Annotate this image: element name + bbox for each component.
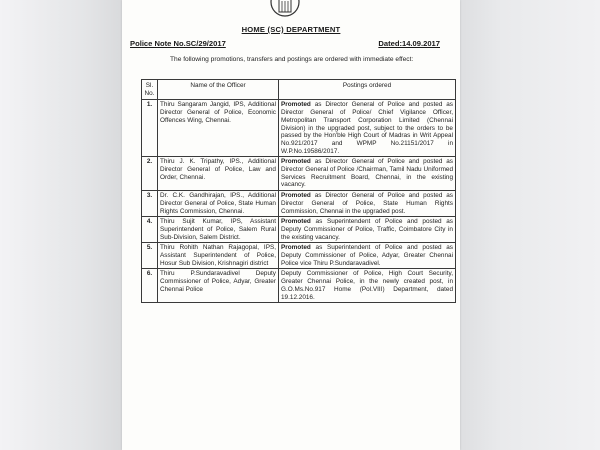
table-row: [142, 100, 456, 157]
intro-paragraph: The following promotions, transfers and postings are ordered with immediate effect:: [170, 56, 414, 63]
background-left: [0, 0, 122, 450]
row-posting: [279, 217, 456, 243]
note-date: Dated:14.09.2017: [378, 39, 440, 48]
government-emblem-icon: [269, 0, 301, 18]
row-posting: [279, 269, 456, 303]
row-sl-no: 4.: [142, 217, 158, 243]
row-posting: [279, 157, 456, 191]
row-sl-no: 5.: [142, 243, 158, 269]
header-sl-no: Sl. No.: [142, 80, 158, 100]
row-officer: Thiru Sangaram Jangid, IPS, Additional Director General of Police, Economic Offences Wing, Chennai.: [158, 100, 279, 157]
table-row: [142, 157, 456, 191]
row-sl-no: 3.: [142, 191, 158, 217]
row-posting: [279, 191, 456, 217]
row-posting: [279, 100, 456, 157]
table-row: [142, 191, 456, 217]
row-sl-no: 1.: [142, 100, 158, 157]
row-officer: Thiru Rohith Nathan Rajagopal, IPS, Assistant Superintendent of Police, Hosur Sub Division, Krishnagiri district: [158, 243, 279, 269]
background-right: [460, 0, 600, 450]
table-row: [142, 269, 456, 303]
department-heading: HOME (SC) DEPARTMENT: [241, 25, 341, 34]
row-posting: [279, 243, 456, 269]
row-action: Promoted: [281, 101, 311, 109]
police-note-number: Police Note No.SC/29/2017: [130, 39, 226, 48]
postings-table: [141, 79, 456, 303]
table-row: [142, 217, 456, 243]
row-officer: Thiru Sujit Kumar, IPS, Assistant Superintendent of Police, Salem Rural Sub-Division, Salem District.: [158, 217, 279, 243]
table-row: [142, 243, 456, 269]
row-posting-text: as Director General of Police and posted as Director General of Police /Chairman, Tamil Nadu Uniformed Services Recruitment Board, Chennai, in the existing vacancy.: [281, 158, 453, 189]
row-officer: Dr. C.K. Gandhirajan, IPS., Additional Director General of Police, State Human Rights Commission, Chennai.: [158, 191, 279, 217]
row-sl-no: 6.: [142, 269, 158, 303]
row-officer: Thiru P.Sundaravadivel Deputy Commissioner of Police, Adyar, Greater Chennai Police: [158, 269, 279, 303]
document-page: [122, 0, 460, 450]
row-posting-text: as Superintendent of Police and posted as Deputy Commissioner of Police, Adyar, Greater Chennai Police vice Thiru P.Sundaravadivel.: [281, 244, 453, 267]
row-sl-no: 2.: [142, 157, 158, 191]
row-posting-text: as Superintendent of Police and posted as Deputy Commissioner of Police, Traffic, Coimbatore City in the existing vacancy.: [281, 218, 453, 241]
row-posting-text: as Director General of Police and posted as Director General of Police, State Human Rights Commission, Chennai in the upgraded post.: [281, 192, 453, 215]
row-action: Promoted: [281, 218, 311, 226]
header-officer-name: Name of the Officer: [158, 80, 279, 100]
header-postings: Postings ordered: [279, 80, 456, 100]
table-header-row: [142, 80, 456, 100]
row-action: Promoted: [281, 192, 311, 200]
row-posting-text: Deputy Commissioner of Police, High Court Security, Greater Chennai Police, in the newly created post, in G.O.Ms.No.917 Home (Pol.VIII) Department, dated 19.12.2016.: [281, 270, 453, 301]
row-posting-text: as Director General of Police and posted as Director General of Police/ Chief Vigilance Officer, Metropolitan Transport Corporation Limited (Chennai Division) in the upgraded post, subject to the orders to be passed by the Hon'ble High Court of Madras in Writ Appeal No.921/2017 and WPMP No.21151/2017 in W.P.No.19586/2017.: [281, 101, 453, 155]
row-action: Promoted: [281, 244, 311, 252]
row-officer: Thiru J. K. Tripathy, IPS., Additional Director General of Police, Law and Order, Chennai.: [158, 157, 279, 191]
row-action: Promoted: [281, 158, 311, 166]
